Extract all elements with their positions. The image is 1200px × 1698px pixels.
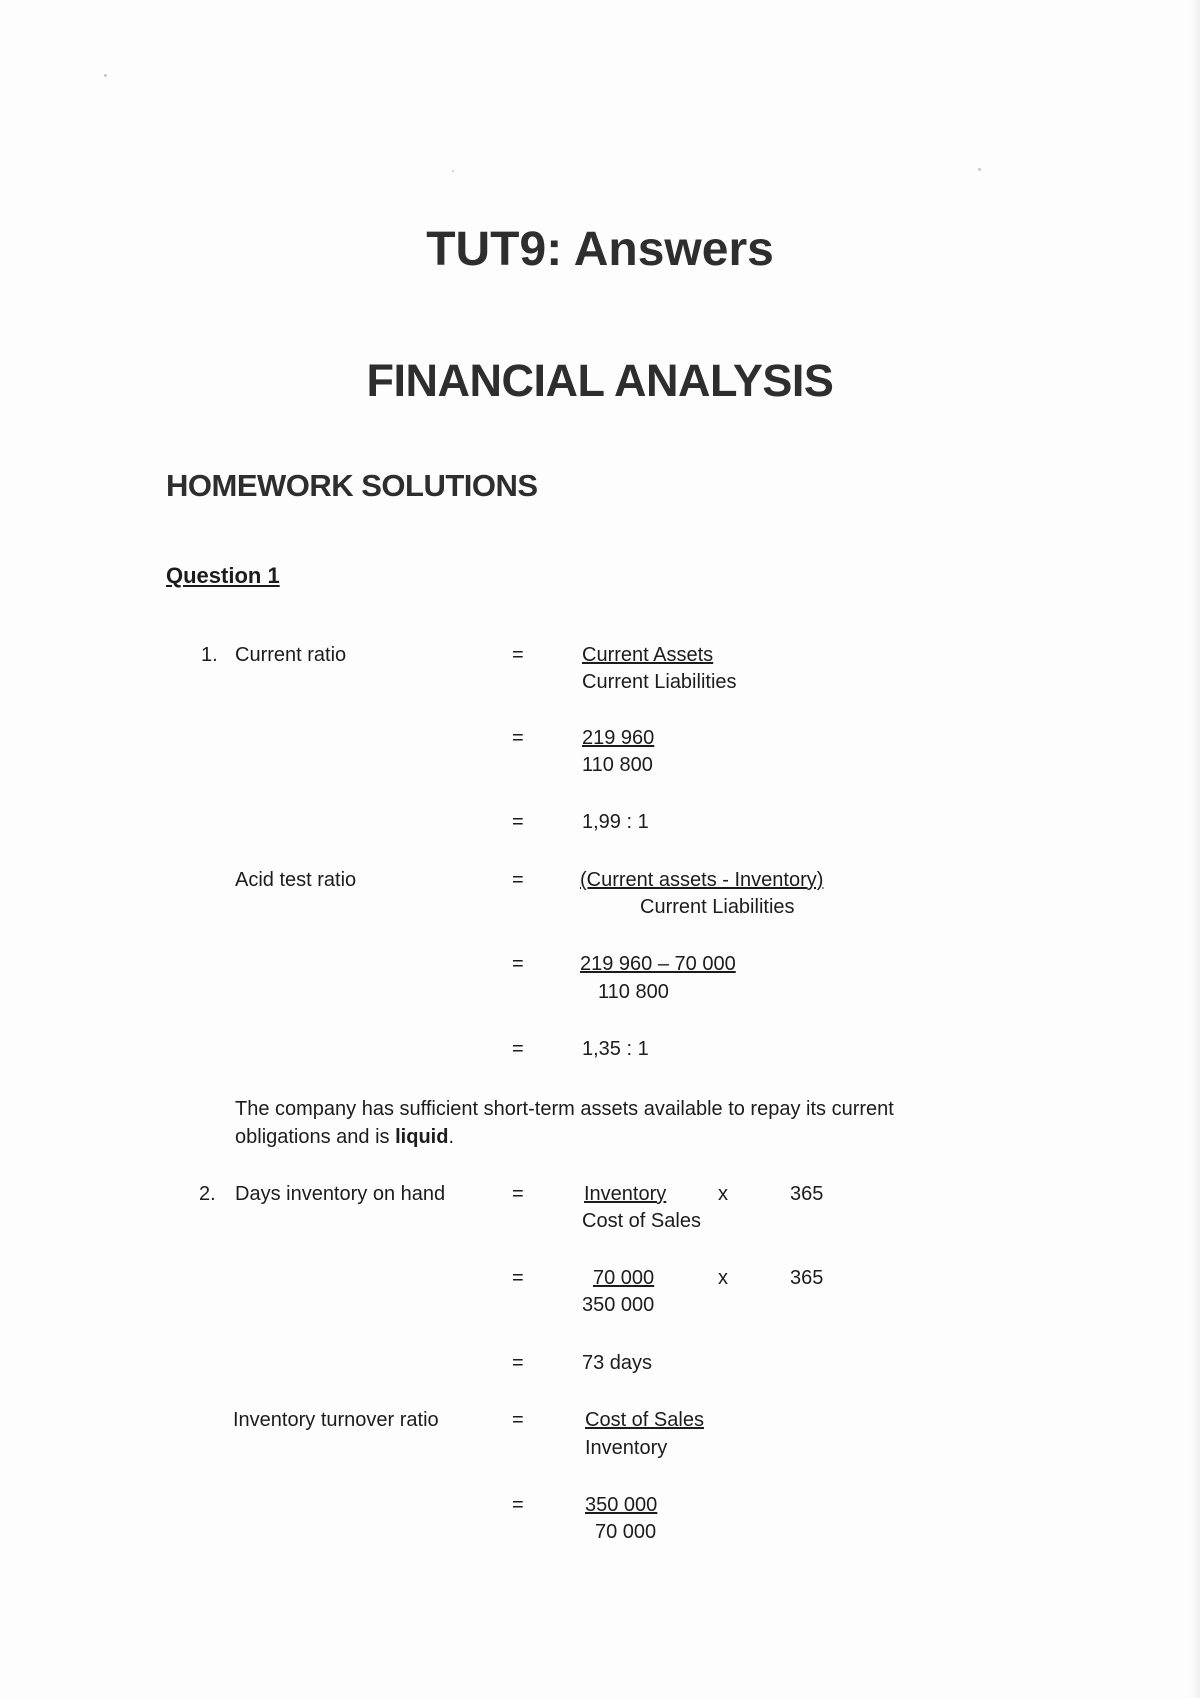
current-ratio-numerator-value: 219 960	[582, 727, 655, 749]
scan-speck	[104, 74, 107, 77]
equals-sign: =	[512, 727, 524, 749]
days-inventory-denominator-value: 350 000	[582, 1294, 655, 1316]
acid-test-denominator: Current Liabilities	[640, 896, 795, 918]
inventory-turnover-denominator-value: 70 000	[595, 1521, 657, 1543]
equals-sign: =	[512, 1352, 524, 1374]
acid-test-result: 1,35 : 1	[582, 1038, 649, 1060]
current-ratio-denominator-value: 110 800	[582, 754, 653, 776]
equals-sign: =	[512, 1409, 524, 1431]
inventory-turnover-label: Inventory turnover ratio	[233, 1409, 439, 1431]
days-inventory-numerator-value: 70 000	[593, 1267, 655, 1289]
equals-sign: =	[512, 811, 524, 833]
current-ratio-denominator: Current Liabilities	[582, 671, 737, 693]
days-inventory-denominator: Cost of Sales	[582, 1210, 701, 1232]
equals-sign: =	[512, 869, 524, 891]
acid-test-numerator-value: 219 960 – 70 000	[580, 953, 736, 975]
equals-sign: =	[512, 644, 524, 666]
days-inventory-label: Days inventory on hand	[235, 1183, 446, 1205]
current-ratio-result: 1,99 : 1	[582, 811, 649, 833]
item-number: 2.	[199, 1183, 216, 1205]
equals-sign: =	[512, 1494, 524, 1516]
days-per-year: 365	[790, 1267, 824, 1289]
multiply-sign: x	[718, 1267, 728, 1289]
document-title: TUT9: Answers	[426, 223, 774, 276]
days-inventory-numerator: Inventory	[584, 1183, 667, 1205]
equals-sign: =	[512, 1267, 524, 1289]
conclusion-text: The company has sufficient short-term assets available to repay its current obligations and is	[235, 1098, 894, 1148]
liquidity-conclusion	[235, 1095, 955, 1151]
equals-sign: =	[512, 1038, 524, 1060]
conclusion-end: .	[448, 1126, 454, 1148]
scan-speck	[978, 168, 981, 171]
item-number: 1.	[201, 644, 218, 666]
current-ratio-numerator: Current Assets	[582, 644, 714, 666]
inventory-turnover-numerator: Cost of Sales	[585, 1409, 704, 1431]
acid-test-numerator: (Current assets - Inventory)	[580, 869, 824, 891]
current-ratio-label: Current ratio	[235, 644, 347, 666]
document-subtitle: FINANCIAL ANALYSIS	[366, 355, 834, 406]
question-heading: Question 1	[166, 563, 280, 588]
multiply-sign: x	[718, 1183, 728, 1205]
days-per-year: 365	[790, 1183, 824, 1205]
equals-sign: =	[512, 953, 524, 975]
section-heading: HOMEWORK SOLUTIONS	[166, 468, 538, 503]
conclusion-keyword: liquid	[395, 1126, 449, 1148]
acid-test-label: Acid test ratio	[235, 869, 357, 891]
days-inventory-result: 73 days	[582, 1352, 653, 1374]
inventory-turnover-numerator-value: 350 000	[585, 1494, 658, 1516]
scan-speck	[452, 170, 454, 172]
acid-test-denominator-value: 110 800	[598, 981, 669, 1003]
equals-sign: =	[512, 1183, 524, 1205]
inventory-turnover-denominator: Inventory	[585, 1437, 668, 1459]
